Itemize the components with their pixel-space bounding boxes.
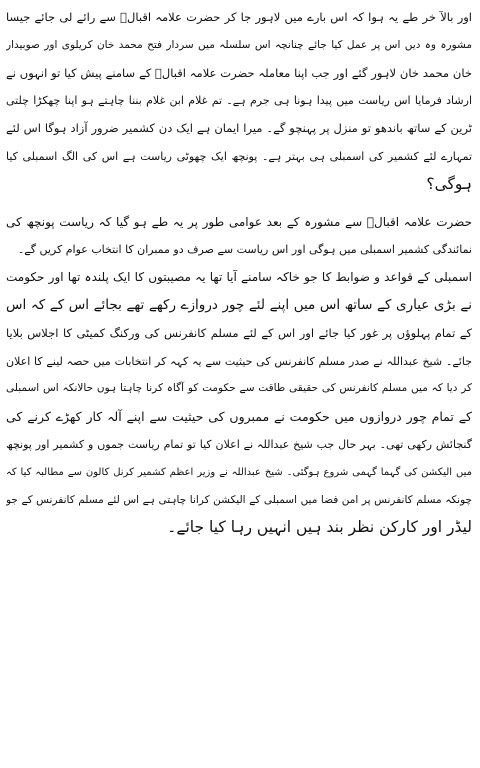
text-line: حضرت علامہ اقبالؒ سے مشورہ کے بعد عوامی طور پر یہ طے ہو گیا کہ ریاست پونچھ کی xyxy=(6,214,472,229)
text-line: اسمبلی کے قواعد و ضوابط کا جو خاکہ سامنے آیا تھا یہ مصیبتوں کا ایک پلندہ تھا اور حکومت xyxy=(6,270,472,285)
paragraph-spacer xyxy=(6,199,472,209)
text-line: ٹرین کے ساتھ باندھو تو منزل پر پہنچو گے۔ میرا ایمان ہے ایک دن کشمیر ضرور آزاد ہوگا اس لئے xyxy=(6,121,472,136)
text-line: اور بالآ خر طے یہ ہوا کہ اس بارے میں لاہور جا کر حضرت علامہ اقبالؒ سے رائے لی جائے جیسا xyxy=(6,10,472,24)
text-line: ارشاد فرمایا اس ریاست میں پیدا ہونا ہی جرم ہے۔ تم غلام ابن غلام بننا چاہتے ہو اپنا چھکڑا چلتی xyxy=(6,94,472,108)
text-line: ہوگی؟ xyxy=(426,174,472,193)
text-line: جائے۔ شیخ عبداللہ نے صدر مسلم کانفرنس کی حیثیت سے یہ کہہ کر انتخابات میں حصہ لینے کا اعلان xyxy=(6,354,472,368)
text-line: نمائندگی کشمیر اسمبلی میں ہوگی اور اس ریاست سے صرف دو ممبران کا انتخاب عوام کریں گے۔ xyxy=(17,243,472,257)
text-line: کے تمام چور دروازوں میں حکومت نے ممبروں کی حیثیت سے اپنے آلہ کار کھڑے کرنے کی xyxy=(6,409,472,425)
text-line: کر دیا کہ میں مسلم کانفرنس کی حقیقی طاقت سے حکومت کو آگاہ کرنا چاہتا ہوں حالانکہ اس اسمبلی xyxy=(6,382,472,395)
text-line: گنجائش رکھی تھی۔ بہر حال جب شیخ عبداللہ نے اعلان کیا تو تمام ریاست جموں و کشمیر اور پونچھ xyxy=(6,437,472,451)
text-line: لیڈر اور کارکن نظر بند ہیں انہیں رہا کیا جائے۔ xyxy=(167,518,472,537)
paragraph-representation xyxy=(6,209,472,265)
text-line: تمہارے لئے کشمیر کی اسمبلی ہی بہتر ہے۔ پونچھ ایک چھوٹی ریاست ہے اس کی الگ اسمبلی کیا xyxy=(6,149,472,163)
text-line: خان محمد خان لاہور گئے اور جب اپنا معاملہ حضرت علامہ اقبالؒ کے سامنے پیش کیا تو انہوں نے xyxy=(6,65,472,80)
text-line: چونکہ مسلم کانفرنس پر امن فضا میں اسمبلی کے الیکشن کرانا چاہتی ہے اس لئے مسلم کانفرنس کے جو xyxy=(6,493,472,506)
paragraph-iqbal-advice xyxy=(6,4,472,199)
text-line: میں الیکشن کی گہما گہمی شروع ہوگئی۔ شیخ عبداللہ نے وزیر اعظم کشمیر کرنل کالون سے مطالبہ کیا کہ xyxy=(6,466,472,478)
text-line: نے بڑی عیاری کے ساتھ اس میں اپنے لئے چور دروازے رکھے تھے بجائے اس کے کہ اس xyxy=(6,296,472,313)
paragraph-assembly-rules xyxy=(6,264,472,542)
text-line: کے تمام پہلوؤں پر غور کیا جائے اور اس کے لئے مسلم کانفرنس کی ورکنگ کمیٹی کا اجلاس بلایا xyxy=(6,325,472,340)
text-line: مشورہ وہ دیں اس پر عمل کیا جائے چنانچہ اس سلسلہ میں سردار فتح محمد خان کریلوی اور صوبیدار xyxy=(6,38,472,51)
